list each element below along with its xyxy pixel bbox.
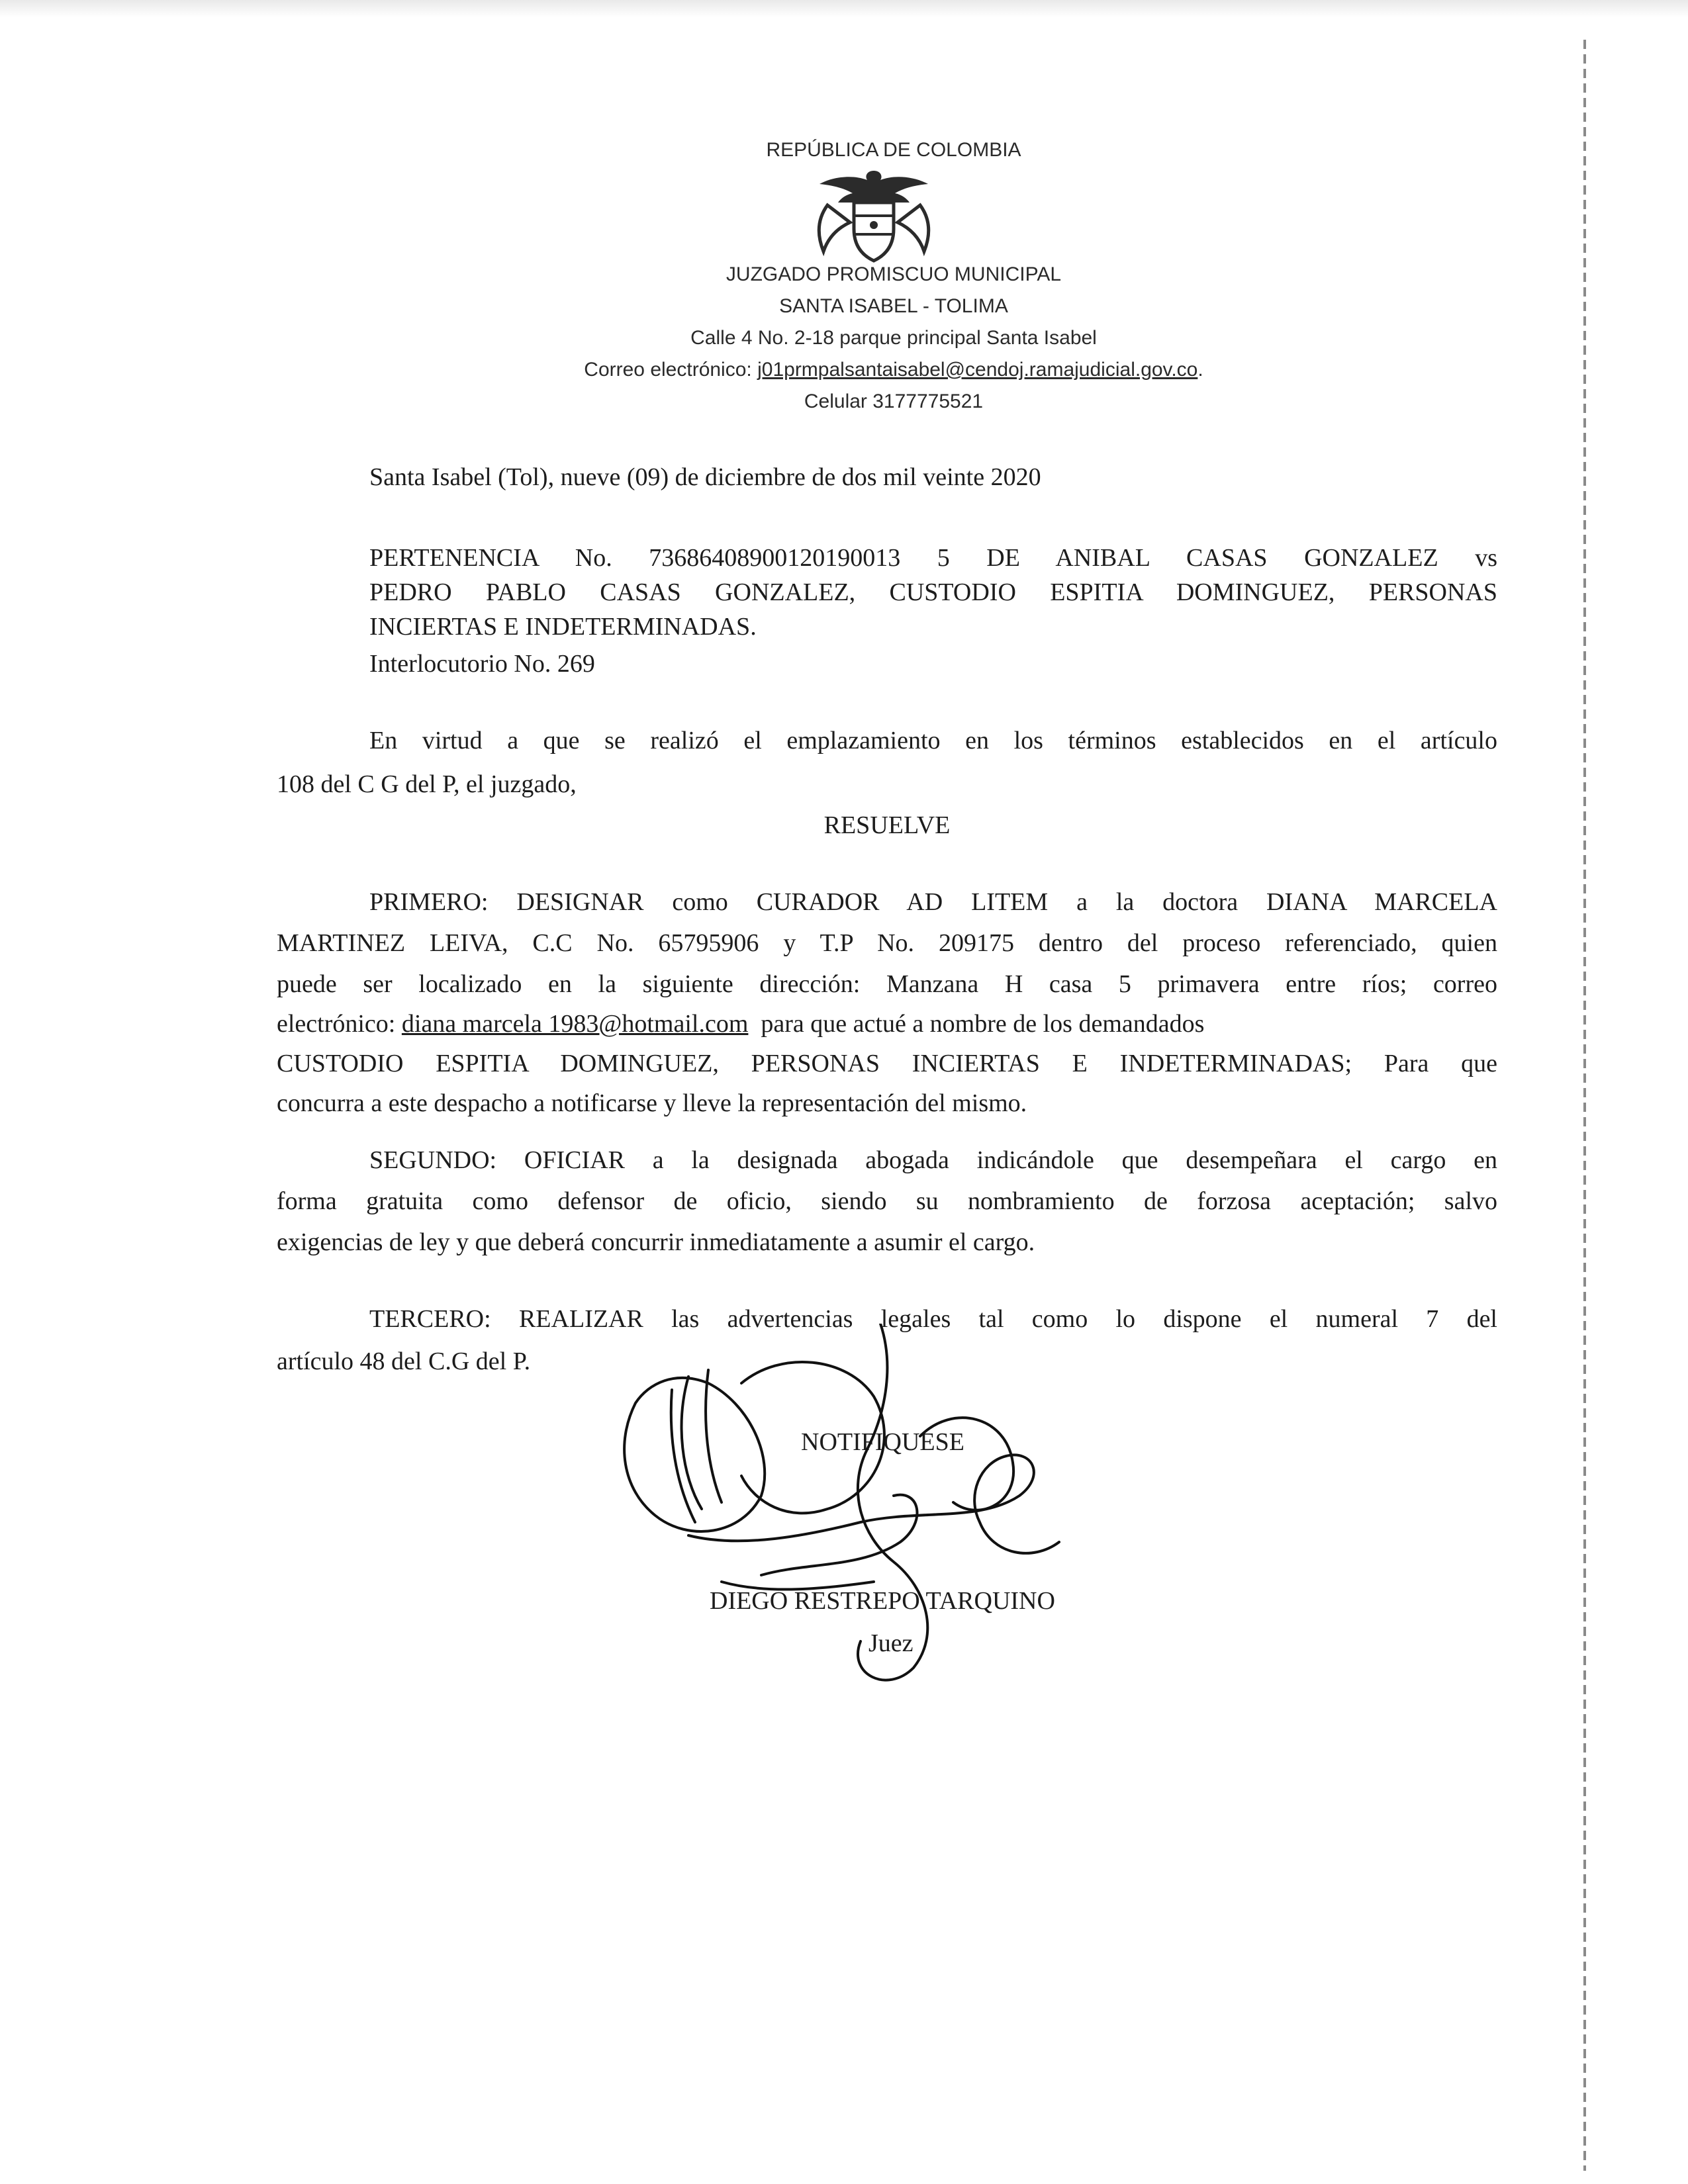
segundo-line-2: forma gratuita como defensor de oficio, siendo su nombramiento de forzosa aceptación; salvo [277, 1187, 1497, 1215]
scan-edge-shadow [0, 0, 1688, 17]
header-email-label: Correo electrónico: [584, 359, 758, 381]
signer-name: DIEGO RESTREPO TARQUINO [710, 1587, 1055, 1615]
signer-title: Juez [868, 1629, 914, 1657]
segundo-line-1: SEGUNDO: OFICIAR a la designada abogada indicándole que desempeñara el cargo en [369, 1146, 1497, 1174]
primero-line-1: PRIMERO: DESIGNAR como CURADOR AD LITEM a la doctora DIANA MARCELA [369, 888, 1497, 916]
segundo-line-3: exigencias de ley y que deberá concurrir inmediatamente a asumir el cargo. [277, 1228, 1035, 1256]
header-email-suffix: . [1197, 359, 1203, 381]
case-line-1: PERTENENCIA No. 73686408900120190013 5 DE ANIBAL CASAS GONZALEZ vs [369, 544, 1497, 572]
intro-line-2: 108 del C G del P, el juzgado, [277, 770, 577, 798]
coat-of-arms-icon [801, 165, 947, 265]
primero-line-6: concurra a este despacho a notificarse y lleve la representación del mismo. [277, 1089, 1027, 1117]
header-country: REPÚBLICA DE COLOMBIA [766, 139, 1021, 161]
case-line-3: INCIERTAS E INDETERMINADAS. [369, 613, 757, 641]
header-phone: Celular 3177775521 [804, 390, 984, 412]
primero-line-5: CUSTODIO ESPITIA DOMINGUEZ, PERSONAS INCIERTAS E INDETERMINADAS; Para que [277, 1050, 1497, 1077]
primero-email-link[interactable]: diana marcela 1983@hotmail.com [401, 1010, 749, 1038]
case-line-2: PEDRO PABLO CASAS GONZALEZ, CUSTODIO ESPITIA DOMINGUEZ, PERSONAS [369, 578, 1497, 606]
primero-line-2: MARTINEZ LEIVA, C.C No. 65795906 y T.P No. 209175 dentro del proceso referenciado, quien [277, 929, 1497, 957]
notifiquese-label: NOTIFIQUESE [801, 1428, 964, 1456]
date-line: Santa Isabel (Tol), nueve (09) de diciembre de dos mil veinte 2020 [369, 463, 1041, 491]
tercero-line-2: artículo 48 del C.G del P. [277, 1347, 531, 1375]
primero-line-3: puede ser localizado en la siguiente dirección: Manzana H casa 5 primavera entre ríos; correo [277, 970, 1497, 998]
header-email-line [463, 359, 1324, 381]
primero-line-4-rest: para que actué a nombre de los demandados [748, 1010, 1205, 1038]
header-email-link[interactable]: j01prmpalsantaisabel@cendoj.ramajudicial.gov.co [757, 359, 1198, 381]
primero-line-4 [277, 1002, 1497, 1046]
handwritten-signature [609, 1324, 1086, 1694]
tercero-line-1: TERCERO: REALIZAR las advertencias legales tal como lo dispone el numeral 7 del [369, 1305, 1497, 1333]
header-court: JUZGADO PROMISCUO MUNICIPAL [726, 263, 1062, 285]
primero-email-label: electrónico: [277, 1010, 402, 1038]
resuelve-heading: RESUELVE [823, 811, 951, 839]
header-location: SANTA ISABEL - TOLIMA [779, 295, 1008, 317]
scan-edge-marks [1583, 40, 1586, 2171]
header-address: Calle 4 No. 2-18 parque principal Santa Isabel [690, 327, 1097, 349]
intro-line-1: En virtud a que se realizó el emplazamiento en los términos establecidos en el artículo [369, 727, 1497, 754]
case-interlocutorio: Interlocutorio No. 269 [369, 650, 595, 678]
